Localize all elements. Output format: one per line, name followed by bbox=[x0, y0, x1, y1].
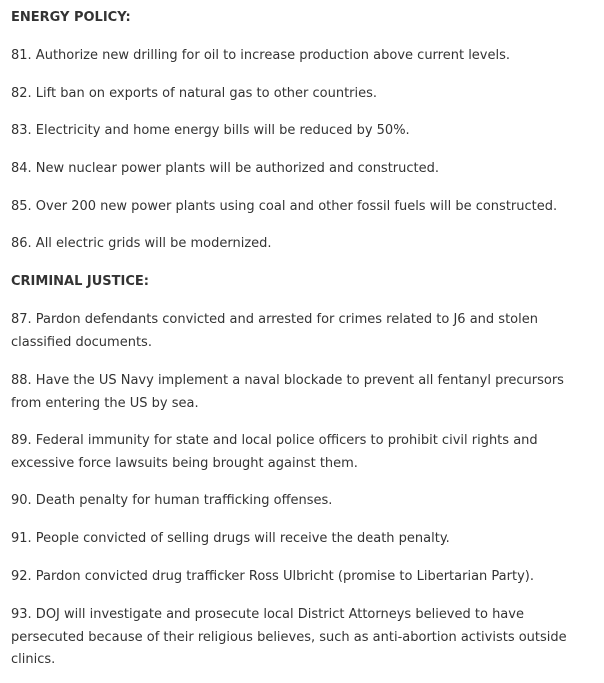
list-item-86: 86. All electric grids will be modernized. bbox=[11, 236, 272, 251]
list-item-90: 90. Death penalty for human trafficking offenses. bbox=[11, 493, 333, 508]
list-item-87: 87. Pardon defendants convicted and arrested for crimes related to J6 and stolen classified documents. bbox=[11, 312, 538, 350]
list-item-88: 88. Have the US Navy implement a naval blockade to prevent all fentanyl precursors from entering the US by sea. bbox=[11, 373, 564, 411]
section-heading-energy-policy: ENERGY POLICY: bbox=[11, 10, 131, 25]
list-item-82: 82. Lift ban on exports of natural gas to other countries. bbox=[11, 86, 378, 101]
section-heading-criminal-justice: CRIMINAL JUSTICE: bbox=[11, 274, 149, 289]
list-item-85: 85. Over 200 new power plants using coal and other fossil fuels will be constructed. bbox=[11, 199, 558, 214]
list-item-81: 81. Authorize new drilling for oil to increase production above current levels. bbox=[11, 48, 511, 63]
list-item-89: 89. Federal immunity for state and local police officers to prohibit civil rights and excessive force lawsuits being brought against them. bbox=[11, 433, 538, 471]
list-item-91: 91. People convicted of selling drugs will receive the death penalty. bbox=[11, 531, 450, 546]
list-item-92: 92. Pardon convicted drug trafficker Ross Ulbricht (promise to Libertarian Party). bbox=[11, 569, 534, 584]
list-item-84: 84. New nuclear power plants will be authorized and constructed. bbox=[11, 161, 440, 176]
list-item-93: 93. DOJ will investigate and prosecute local District Attorneys believed to have persecuted because of their religious believes, such as anti-abortion activists outside clinics. bbox=[11, 607, 567, 667]
list-item-83: 83. Electricity and home energy bills will be reduced by 50%. bbox=[11, 123, 410, 138]
